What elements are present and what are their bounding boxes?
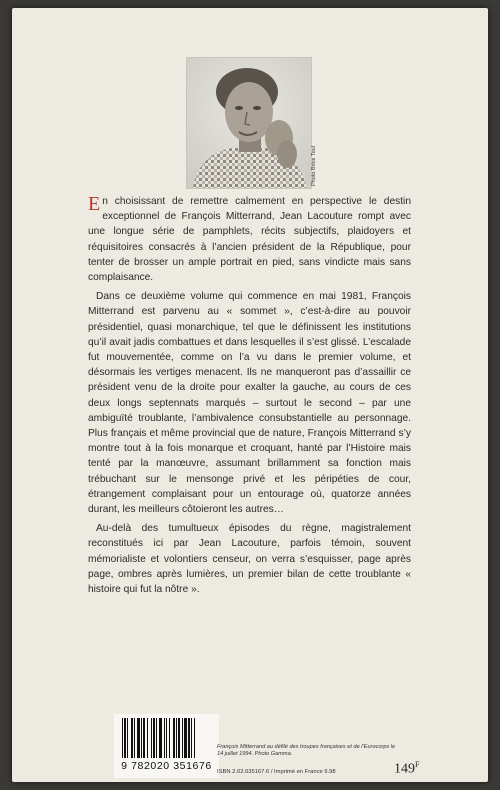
price-currency: F [415,760,420,769]
barcode [114,714,219,778]
price [394,760,419,778]
author-photo [186,57,312,189]
paragraph-1-text: n choisissant de remettre calmement en perspective le destin exceptionnel de François Mitterrand, Jean Lacouture rompt avec une longue série de pamphlets, récits subjectifs, plaidoyers et réquisitoires consacrés à l’ancien président de la République, pour tenter de brosser un ample portrait en pied, sans vindicte mais sans complaisance. [88,196,411,284]
price-amount: 149 [394,761,415,777]
paragraph-3: Au-delà des tumultueux épisodes du règne, magistralement reconstitués ici par Jean Lacouture, parfois témoin, souvent mémorialiste et volontiers censeur, on verra s’esquisser, page après page, ombres après lumières, un premier bilan de cette troublante « histoire qui fut la nôtre ». [88,523,411,596]
photo-caption: François Mitterrand au défilé des troupes françaises et de l’Eurocorps le 14 juillet 1994. Photo Gamma. [217,744,396,758]
photo-credit: Photo Brice Toul [311,146,317,186]
portrait-image [187,58,311,188]
paragraph-1 [88,194,411,285]
book-back-cover [12,8,488,782]
barcode-digits: 9 782020 351676 [121,760,212,772]
blurb-text [88,194,411,601]
paragraph-2: Dans ce deuxième volume qui commence en mai 1981, François Mitterrand est parvenu au « sommet », c’est-à-dire au pouvoir présidentiel, quasi monarchique, tel que le définissent les institutions qu’il avait jadis combattues et dans lesquelles il s’est glissé. L’escalade fut mouvementée, comme on l’a vu dans le premier volume, et désormais les vertiges menacent. Ils ne manqueront pas d’assaillir ce président venu de la droite pour exalter la gauche, au cours de ces deux longs septennats marqués – surtout le second – par une ambiguïté troublante, l’ambivalence consubstantielle au personnage. Plus français et même provincial que de nature, François Mitterrand s’y montre tout à la fois monarque et croquant, hanté par l’Histoire mais tenté par la manœuvre, assumant brillamment sa fonction mais trébuchant sur le mensonge privé et les péripéties de cour, étrangement complaisant pour un entourage où, quatorze années durant, les meilleurs côtoieront les autres… [88,291,411,516]
drop-cap: E [88,193,101,215]
barcode-bars [122,718,212,758]
isbn-line: ISBN 2.02.035167.6 / Imprimé en France 9.98 [217,769,336,775]
